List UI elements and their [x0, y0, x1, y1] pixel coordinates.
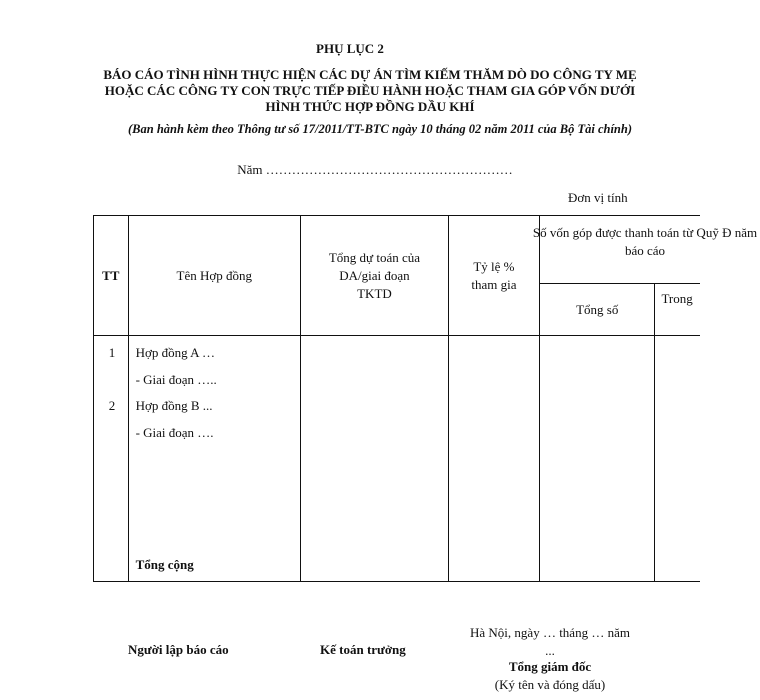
header-capital-group — [532, 216, 758, 284]
header-capital-group-text: Số vốn góp được thanh toán từ Quỹ Đ năm báo cáo — [532, 225, 758, 258]
header-tt: TT — [94, 216, 129, 336]
header-of-which: Trong — [655, 284, 700, 336]
place-date: Hà Nội, ngày … tháng … năm ... — [470, 625, 630, 658]
director-signature: Tổng giám đốc — [508, 659, 592, 674]
report-title: BÁO CÁO TÌNH HÌNH THỰC HIỆN CÁC DỰ ÁN TÌM KIẾM THĂM DÒ DO CÔNG TY MẸ HOẶC CÁC CÔNG TY CON TRỰC TIẾP ĐIỀU HÀNH HOẶC THAM GIA GÓP VỐN DƯỚI HÌNH THỨC HỢP ĐỒNG DẦU KHÍ — [103, 67, 637, 114]
row-1-tt: 1 — [108, 345, 116, 360]
tt-column-cell — [94, 336, 129, 582]
share-column-cell — [448, 336, 539, 582]
row-2-name: - Giai đoạn ….. — [135, 372, 217, 387]
accountant-signature: Kế toán trưởng — [320, 642, 406, 657]
row-1-name: Hợp đồng A … — [135, 345, 216, 360]
issuance-note: (Ban hành kèm theo Thông tư số 17/2011/TT-BTC ngày 10 tháng 02 năm 2011 của Bộ Tài chính) — [128, 122, 632, 136]
of-which-column-cell — [655, 336, 700, 582]
row-3-name: Hợp đồng B ... — [135, 398, 213, 413]
row-3-tt: 2 — [108, 398, 116, 413]
header-share-pct: Tỷ lệ % tham gia — [448, 216, 539, 336]
header-total: Tổng số — [539, 284, 654, 336]
header-contract-name: Tên Hợp đồng — [128, 216, 300, 336]
header-total-estimate: Tổng dự toán của DA/giai đoạn TKTD — [300, 216, 448, 336]
preparer-signature: Người lập báo cáo — [128, 642, 229, 657]
estimate-column-cell — [300, 336, 448, 582]
unit-label: Đơn vị tính — [568, 190, 628, 205]
director-note: (Ký tên và đóng dấu) — [494, 677, 606, 692]
report-table — [93, 215, 758, 582]
total-column-cell — [539, 336, 654, 582]
year-line: Năm ………………………………………………… — [237, 162, 513, 177]
row-4-name: - Giai đoạn …. — [135, 425, 214, 440]
total-label: Tổng cộng — [135, 557, 194, 572]
name-column-cell — [128, 336, 300, 582]
appendix-title: PHỤ LỤC 2 — [316, 41, 384, 56]
